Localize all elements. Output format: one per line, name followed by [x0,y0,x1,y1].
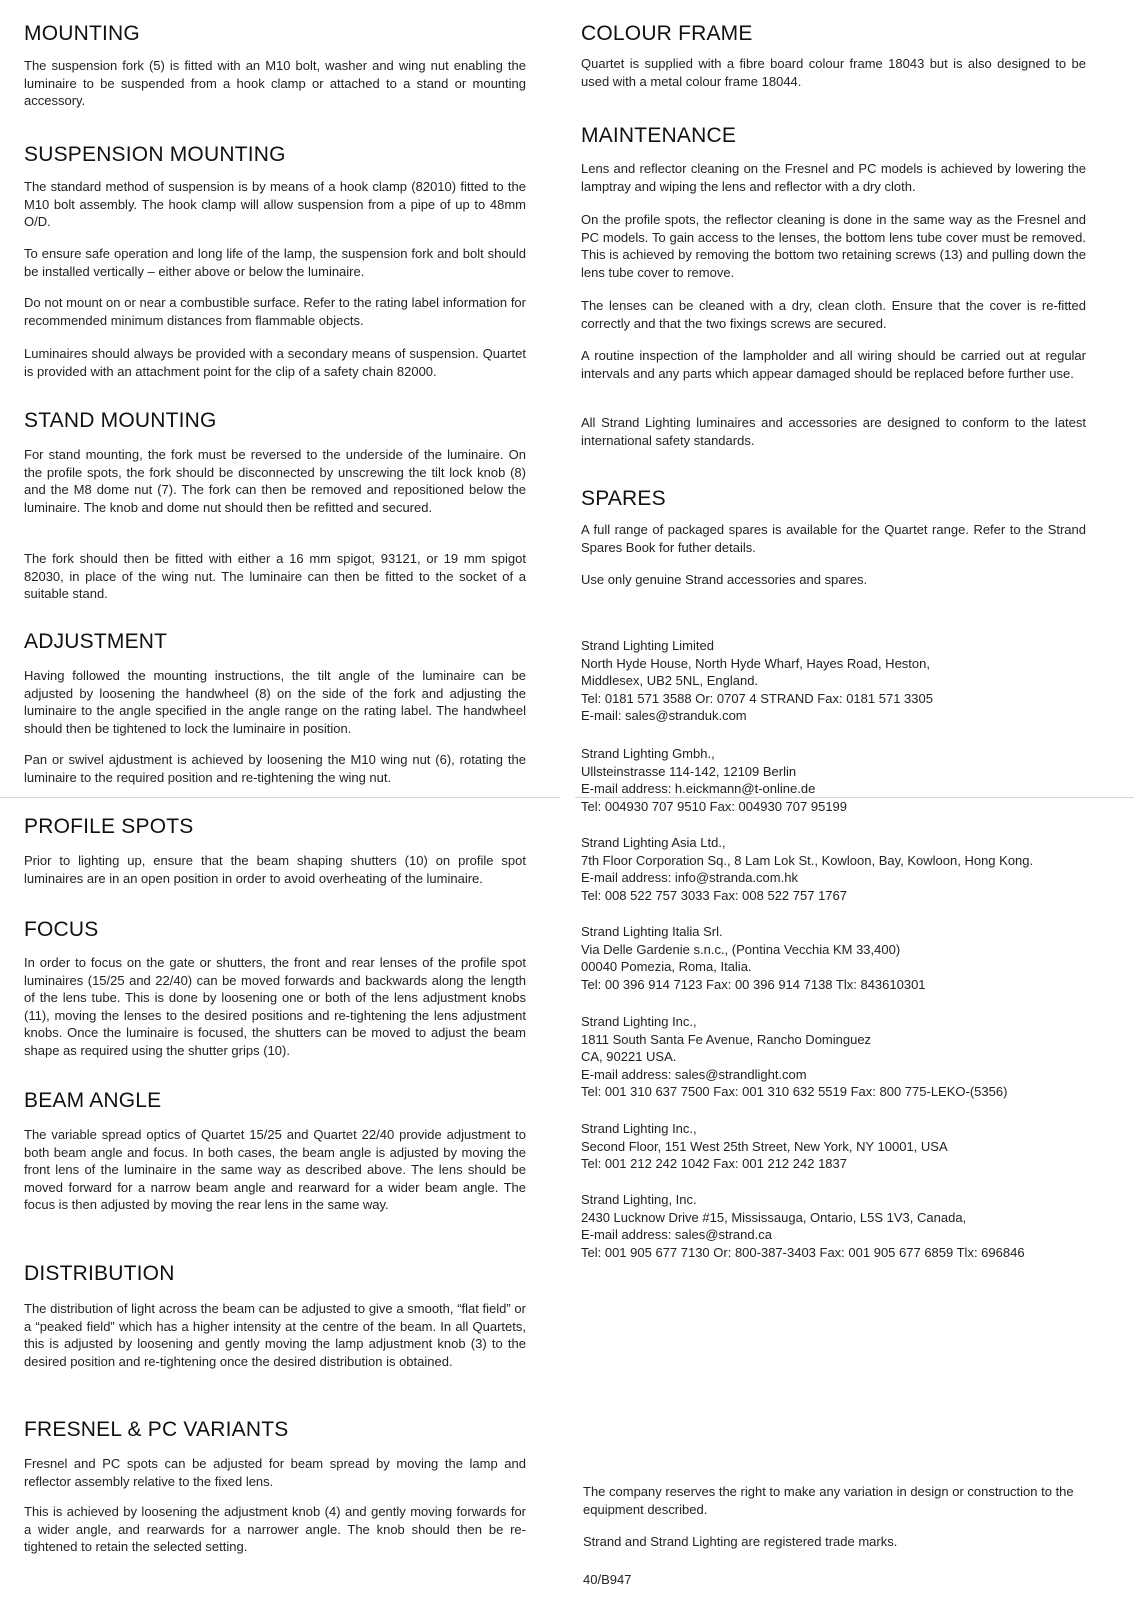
address-line: Middlesex, UB2 5NL, England. [581,673,759,688]
fresnel-pc-paragraph: This is achieved by loosening the adjustment knob (4) and gently moving forwards for a wider angle, and rearwards for a narrower angle. The knob should then be re-tightened to retain the selected setting. [24,1504,526,1555]
suspension-paragraph: Luminaires should always be provided with a secondary means of suspension. Quartet is provided with an attachment point for the clip of a safety chain 82000. [24,346,526,379]
suspension-paragraph: Do not mount on or near a combustible surface. Refer to the rating label information for recommended minimum distances from flammable objects. [24,295,526,328]
focus-paragraph: In order to focus on the gate or shutters, the front and rear lenses of the profile spot luminaires (15/25 and 22/40) can be moved forwards and backwards along the length of the lens tube. This is done by loosening one or both of the lens adjustment knobs (11), moving the lenses to the desired positions and re-tightening the lens adjustment knobs. Once the luminaire is focused, the shutters can be moved to adjust the beam shape as required using the shutter grips (10). [24,955,526,1058]
maintenance-paragraph: A routine inspection of the lampholder and all wiring should be carried out at regular intervals and any parts which appear damaged should be replaced before further use. [581,348,1086,381]
fresnel-pc-paragraph: Fresnel and PC spots can be adjusted for beam spread by moving the lamp and reflector assembly relative to the fixed lens. [24,1456,526,1489]
address-line: Strand Lighting Italia Srl. [581,924,723,939]
address-line: Tel: 001 310 637 7500 Fax: 001 310 632 5519 Fax: 800 775-LEKO-(5356) [581,1084,1008,1099]
heading-mounting: MOUNTING [24,22,140,45]
address-line: E-mail address: h.eickmann@t-online.de [581,781,816,796]
address-line: CA, 90221 USA. [581,1049,677,1064]
suspension-paragraph: To ensure safe operation and long life of the lamp, the suspension fork and bolt should be installed vertically – either above or below the luminaire. [24,246,526,279]
address-line: E-mail address: sales@strand.ca [581,1227,772,1242]
heading-suspension-mounting: SUSPENSION MOUNTING [24,143,286,166]
footer-notice: The company reserves the right to make any variation in design or construction to the equipment described. [583,1484,1074,1517]
heading-distribution: DISTRIBUTION [24,1262,175,1285]
heading-stand-mounting: STAND MOUNTING [24,409,217,432]
address-block-usa-rancho [581,1013,1101,1101]
heading-profile-spots: PROFILE SPOTS [24,815,194,838]
address-block-uk [581,637,1101,725]
maintenance-paragraph: On the profile spots, the reflector cleaning is done in the same way as the Fresnel and PC models. To gain access to the lenses, the bottom lens tube cover must be removed. This is achieved by removing the bottom two retaining screws (13) and pulling down the lens tube cover to remove. [581,212,1086,280]
address-line: Tel: 008 522 757 3033 Fax: 008 522 757 1767 [581,887,847,903]
heading-spares: SPARES [581,487,666,510]
heading-maintenance: MAINTENANCE [581,124,737,147]
spares-paragraph: Use only genuine Strand accessories and spares. [581,572,868,587]
address-block-usa-newyork [581,1120,1101,1173]
address-line: Tel: 0181 571 3588 Or: 0707 4 STRAND Fax: 0181 571 3305 [581,690,933,706]
footer-doc-code: 40/B947 [583,1572,632,1587]
beam-angle-paragraph: The variable spread optics of Quartet 15/25 and Quartet 22/40 provide adjustment to both beam angle and focus. In both cases, the beam angle is adjusted by moving the front lens of the luminaire in the same way as described above. The lens should be moved forward for a narrow beam angle and rearward for a wider beam angle. The focus is then adjusted by moving the rear lens in the same way. [24,1127,526,1213]
address-line: 2430 Lucknow Drive #15, Mississauga, Ontario, L5S 1V3, Canada, [581,1209,967,1225]
address-line: Strand Lighting Asia Ltd., [581,835,726,850]
address-line: North Hyde House, North Hyde Wharf, Hayes Road, Heston, [581,655,930,671]
address-line: Strand Lighting Inc., [581,1014,697,1029]
address-block-germany [581,745,1101,815]
maintenance-paragraph: All Strand Lighting luminaires and accessories are designed to conform to the latest international safety standards. [581,415,1086,448]
heading-colour-frame: COLOUR FRAME [581,22,753,45]
distribution-paragraph: The distribution of light across the beam can be adjusted to give a smooth, “flat field” or a “peaked field” which has a higher intensity at the centre of the beam. In all Quartets, this is adjusted by loosening and gently moving the lamp adjustment knob (3) to the desired position and re-tightening once the desired distribution is obtained. [24,1301,526,1369]
fold-line [575,797,1134,798]
address-line: Strand Lighting Gmbh., [581,746,715,761]
address-line: 00040 Pomezia, Roma, Italia. [581,959,752,974]
stand-mounting-paragraph: The fork should then be fitted with either a 16 mm spigot, 93121, or 19 mm spigot 82030, in place of the wing nut. The luminaire can then be fitted to the socket of a suitable stand. [24,551,526,602]
heading-fresnel-pc-variants: FRESNEL & PC VARIANTS [24,1418,289,1441]
address-line: Tel: 00 396 914 7123 Fax: 00 396 914 7138 Tlx: 843610301 [581,976,926,992]
address-line: Strand Lighting Inc., [581,1121,697,1136]
maintenance-paragraph: The lenses can be cleaned with a dry, clean cloth. Ensure that the cover is re-fitted correctly and that the two fixings screws are secured. [581,298,1086,331]
colour-frame-paragraph: Quartet is supplied with a fibre board colour frame 18043 but is also designed to be used with a metal colour frame 18044. [581,56,1086,89]
address-line: Strand Lighting, Inc. [581,1192,697,1207]
mounting-paragraph: The suspension fork (5) is fitted with an M10 bolt, washer and wing nut enabling the luminaire to be suspended from a hook clamp or attached to a stand or mounting accessory. [24,58,526,109]
address-line: Tel: 004930 707 9510 Fax: 004930 707 95199 [581,798,848,814]
address-line: E-mail address: sales@strandlight.com [581,1066,807,1082]
fold-line [0,797,560,798]
heading-beam-angle: BEAM ANGLE [24,1089,162,1112]
address-line: 1811 South Santa Fe Avenue, Rancho Dominguez [581,1031,872,1047]
address-line: Via Delle Gardenie s.n.c., (Pontina Vecchia KM 33,400) [581,941,901,957]
address-block-canada [581,1191,1101,1261]
heading-focus: FOCUS [24,918,99,941]
maintenance-paragraph: Lens and reflector cleaning on the Fresnel and PC models is achieved by lowering the lamptray and wiping the lens and reflector with a dry cloth. [581,161,1086,194]
spares-paragraph: A full range of packaged spares is available for the Quartet range. Refer to the Strand Spares Book for futher details. [581,522,1086,555]
adjustment-paragraph: Pan or swivel ajdustment is achieved by loosening the M10 wing nut (6), rotating the luminaire to the required position and re-tightening the wing nut. [24,752,526,785]
address-line: Tel: 001 905 677 7130 Or: 800-387-3403 Fax: 001 905 677 6859 Tlx: 696846 [581,1244,1025,1260]
profile-spots-paragraph: Prior to lighting up, ensure that the beam shaping shutters (10) on profile spot luminaires are in an open position in order to avoid overheating of the luminaire. [24,853,526,886]
address-line: E-mail: sales@stranduk.com [581,708,747,723]
heading-adjustment: ADJUSTMENT [24,630,168,653]
address-line: Strand Lighting Limited [581,638,714,653]
address-line: Second Floor, 151 West 25th Street, New York, NY 10001, USA [581,1138,948,1154]
address-line: E-mail address: info@stranda.com.hk [581,870,798,885]
footer-trademarks: Strand and Strand Lighting are registered trade marks. [583,1534,898,1549]
address-line: Tel: 001 212 242 1042 Fax: 001 212 242 1837 [581,1156,847,1171]
address-block-asia [581,834,1101,904]
address-block-italy [581,923,1101,993]
address-line: 7th Floor Corporation Sq., 8 Lam Lok St., Kowloon, Bay, Kowloon, Hong Kong. [581,852,1034,868]
adjustment-paragraph: Having followed the mounting instructions, the tilt angle of the luminaire can be adjusted by loosening the handwheel (8) on the side of the fork and adjusting the luminaire to the angle specified in the angle range on the rating label. The handwheel should then be tightened to lock the luminaire in position. [24,668,526,736]
stand-mounting-paragraph: For stand mounting, the fork must be reversed to the underside of the luminaire. On the profile spots, the fork should be disconnected by unscrewing the tilt lock knob (8) and the M8 dome nut (7). The fork can then be removed and repositioned below the luminaire. The knob and dome nut should then be refitted and secured. [24,447,526,515]
address-line: Ullsteinstrasse 114-142, 12109 Berlin [581,763,797,779]
suspension-paragraph: The standard method of suspension is by means of a hook clamp (82010) fitted to the M10 bolt assembly. The hook clamp will allow suspension from a pipe of up to 48mm O/D. [24,179,526,230]
